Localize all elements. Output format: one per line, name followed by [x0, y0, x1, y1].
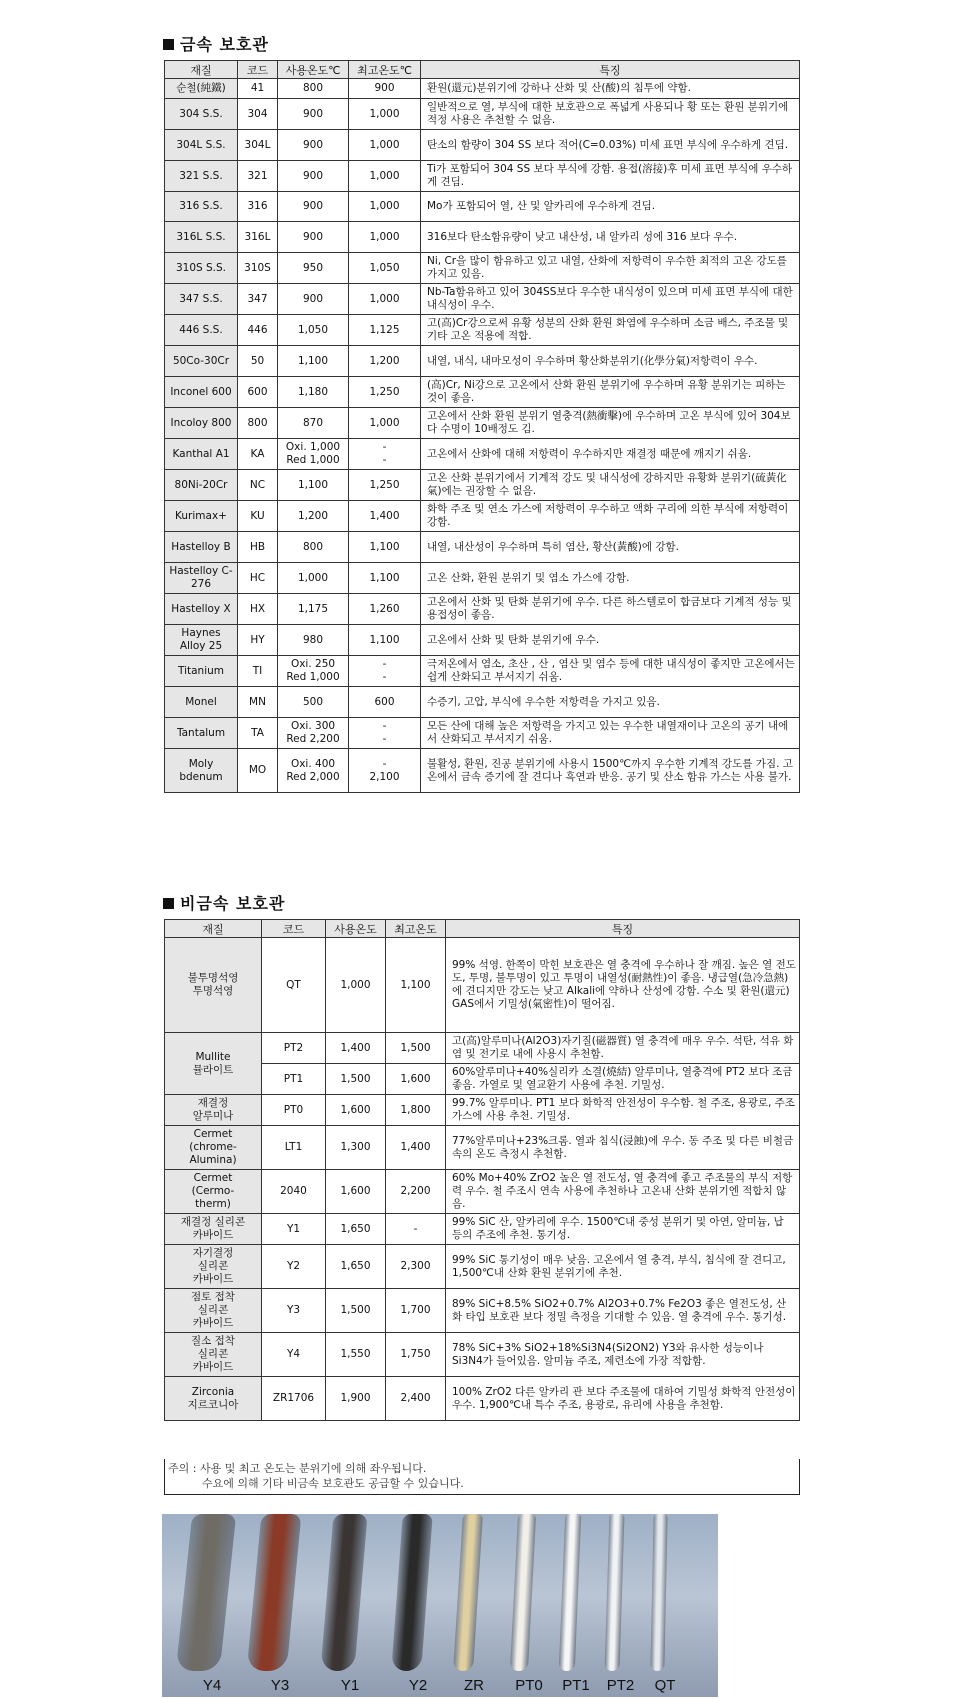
use-temp-cell: 1,100	[278, 470, 349, 501]
use-temp-cell: 800	[278, 79, 349, 99]
code-cell: PT1	[262, 1064, 326, 1095]
code-cell: 321	[238, 161, 278, 192]
feature-cell: 일반적으로 열, 부식에 대한 보호관으로 폭넓게 사용되나 황 또는 환원 분위기에 적정 사용은 추천할 수 없음.	[421, 99, 800, 130]
material-cell: Hastelloy B	[165, 532, 238, 563]
code-cell: 316L	[238, 222, 278, 253]
code-cell: 800	[238, 408, 278, 439]
material-cell: 446 S.S.	[165, 315, 238, 346]
header-use-temp: 사용온도℃	[278, 61, 349, 79]
rod-label: QT	[654, 1677, 676, 1694]
rod-label: Y1	[340, 1677, 360, 1694]
feature-cell: 78% SiC+3% SiO2+18%Si3N4(Si2ON2) Y3와 유사한 성능이나 Si3N4가 들어있음. 알미늄 주조, 제련소에 가장 적합함.	[446, 1333, 800, 1377]
code-cell: TA	[238, 718, 278, 749]
feature-cell: 99% SiC 통기성이 매우 낮음. 고온에서 열 충격, 부식, 침식에 잘 견디고, 1,500℃내 산화 환원 분위기에 추천.	[446, 1245, 800, 1289]
code-cell: KA	[238, 439, 278, 470]
rod-label: PT2	[606, 1677, 635, 1694]
code-cell: 41	[238, 79, 278, 99]
code-cell: 316	[238, 192, 278, 222]
feature-cell: Mo가 포함되어 열, 산 및 알카리에 우수하게 견딤.	[421, 192, 800, 222]
max-temp-cell: 1,200	[349, 346, 421, 377]
code-cell: 347	[238, 284, 278, 315]
material-cell: Tantalum	[165, 718, 238, 749]
material-cell: 347 S.S.	[165, 284, 238, 315]
material-cell: Hastelloy X	[165, 594, 238, 625]
table-row	[165, 532, 800, 563]
feature-cell: 고온에서 산화 환원 분위기 열충격(熱衝擊)에 우수하며 고온 부식에 있어 304보다 수명이 10배정도 김.	[421, 408, 800, 439]
table-row	[165, 594, 800, 625]
feature-cell: 수증기, 고압, 부식에 우수한 저항력을 가지고 있음.	[421, 687, 800, 718]
use-temp-cell: 1,550	[326, 1333, 386, 1377]
material-cell: Moly bdenum	[165, 749, 238, 793]
note-box	[164, 1459, 800, 1495]
header-feature: 특징	[446, 920, 800, 938]
code-cell: TI	[238, 656, 278, 687]
code-cell: PT2	[262, 1033, 326, 1064]
use-temp-cell: Oxi. 300 Red 2,200	[278, 718, 349, 749]
code-cell: 50	[238, 346, 278, 377]
feature-cell: 모든 산에 대해 높은 저항력을 가지고 있는 우수한 내열재이나 고온의 공기 내에서 산화되고 부서지기 쉬움.	[421, 718, 800, 749]
use-temp-cell: 900	[278, 192, 349, 222]
feature-cell: 불활성, 환원, 진공 분위기에 사용시 1500℃까지 우수한 기계적 강도를 가짐. 고온에서 금속 증기에 잘 견디나 흑연과 반응. 공기 및 산소 함유 가스는 사용 불가.	[421, 749, 800, 793]
feature-cell: Ti가 포함되어 304 SS 보다 부식에 강함. 용접(溶接)후 미세 표면 부식에 우수하게 견딤.	[421, 161, 800, 192]
feature-cell: 77%알루미나+23%크롬. 열과 침식(浸蝕)에 우수. 동 주조 및 다른 비철금속의 온도 측정시 추천함.	[446, 1126, 800, 1170]
square-bullet-icon	[163, 39, 174, 50]
max-temp-cell: 1,000	[349, 130, 421, 161]
code-cell: PT0	[262, 1095, 326, 1126]
table-row	[165, 130, 800, 161]
use-temp-cell: Oxi. 250 Red 1,000	[278, 656, 349, 687]
max-temp-cell: 900	[349, 79, 421, 99]
use-temp-cell: 870	[278, 408, 349, 439]
note-line-1: 주의 : 사용 및 최고 온도는 분위기에 의해 좌우됩니다.	[168, 1462, 427, 1475]
feature-cell: 99.7% 알루미나. PT1 보다 화학적 안전성이 우수함. 철 주조, 용광로, 주조 가스에 사용 추천. 기밀성.	[446, 1095, 800, 1126]
feature-cell: 내열, 내식, 내마모성이 우수하며 황산화분위기(化學分氣)저항력이 우수.	[421, 346, 800, 377]
feature-cell: 탄소의 함량이 304 SS 보다 적어(C=0.03%) 미세 표면 부식에 우수하게 견딤.	[421, 130, 800, 161]
code-cell: HX	[238, 594, 278, 625]
feature-cell: 화학 주조 및 연소 가스에 저항력이 우수하고 액화 구리에 의한 부식에 저항력이 강함.	[421, 501, 800, 532]
table-row	[165, 687, 800, 718]
material-cell: 질소 접착 실리콘 카바이드	[165, 1333, 262, 1377]
max-temp-cell: 1,250	[349, 470, 421, 501]
code-cell: HC	[238, 563, 278, 594]
code-cell: 304L	[238, 130, 278, 161]
feature-cell: 100% ZrO2 다른 알카리 관 보다 주조물에 대하여 기밀성 화학적 안전성이 우수. 1,900℃내 특수 주조, 용광로, 유리에 사용을 추천함.	[446, 1377, 800, 1421]
feature-cell: 고온 산화 분위기에서 기계적 강도 및 내식성에 강하지만 유황화 분위기(硫黃化氣)에는 권장할 수 없음.	[421, 470, 800, 501]
use-temp-cell: Oxi. 1,000 Red 1,000	[278, 439, 349, 470]
use-temp-cell: 900	[278, 130, 349, 161]
code-cell: Y3	[262, 1289, 326, 1333]
feature-cell: 99% 석영. 한쪽이 막힌 보호관은 열 충격에 우수하나 잘 깨짐. 높은 열 전도도, 투명, 불투명이 있고 투명이 내열성(耐熱性)이 좋음. 냉급열(急冷急熱)에 견디지만 강도는 낮고 Alkali에 약하나 산성에 강함. 수소 및 환원(還元) GAS에서 기밀성(氣密性)이 떨어짐.	[446, 938, 800, 1033]
metal-section-title	[163, 32, 269, 55]
table-row	[165, 563, 800, 594]
table-row	[165, 79, 800, 99]
header-max-temp: 최고온도	[386, 920, 446, 938]
code-cell: LT1	[262, 1126, 326, 1170]
feature-cell: (高)Cr, Ni강으로 고온에서 산화 환원 분위기에 우수하며 유황 분위기는 피하는 것이 좋음.	[421, 377, 800, 408]
use-temp-cell: 1,600	[326, 1170, 386, 1214]
max-temp-cell: 1,000	[349, 222, 421, 253]
material-cell: Titanium	[165, 656, 238, 687]
rod-qt	[650, 1514, 667, 1671]
table-row	[165, 315, 800, 346]
use-temp-cell: 900	[278, 284, 349, 315]
code-cell: QT	[262, 938, 326, 1033]
material-cell: Monel	[165, 687, 238, 718]
max-temp-cell: - 2,100	[349, 749, 421, 793]
rod-label: ZR	[464, 1677, 484, 1694]
use-temp-cell: 1,050	[278, 315, 349, 346]
nonmetal-section-title	[163, 891, 285, 914]
table-row	[165, 1245, 800, 1289]
feature-cell: 99% SiC 산, 알카리에 우수. 1500℃내 중성 분위기 및 아연, 알미늄, 납 등의 주조에 추천. 통기성.	[446, 1214, 800, 1245]
feature-cell: 고온에서 산화에 대해 저항력이 우수하지만 재결정 때문에 깨지기 쉬움.	[421, 439, 800, 470]
material-cell: 순철(純鐵)	[165, 79, 238, 99]
table-row	[165, 377, 800, 408]
code-cell: Y4	[262, 1333, 326, 1377]
feature-cell: 89% SiC+8.5% SiO2+0.7% Al2O3+0.7% Fe2O3 좋은 열전도성, 산화 타입 보호관 보다 정밀 측정을 기대할 수 있음. 열 충격에 우수. 통기성.	[446, 1289, 800, 1333]
max-temp-cell: 1,400	[386, 1126, 446, 1170]
use-temp-cell: 1,175	[278, 594, 349, 625]
use-temp-cell: Oxi. 400 Red 2,000	[278, 749, 349, 793]
max-temp-cell: 1,100	[349, 532, 421, 563]
max-temp-cell: 1,700	[386, 1289, 446, 1333]
max-temp-cell: 1,000	[349, 408, 421, 439]
code-cell: Y1	[262, 1214, 326, 1245]
table-row	[165, 470, 800, 501]
table-row	[165, 99, 800, 130]
code-cell: HB	[238, 532, 278, 563]
use-temp-cell: 1,000	[326, 938, 386, 1033]
header-code: 코드	[238, 61, 278, 79]
use-temp-cell: 500	[278, 687, 349, 718]
table-row	[165, 1333, 800, 1377]
rod-pt2	[605, 1514, 625, 1671]
max-temp-cell: 1,100	[349, 563, 421, 594]
max-temp-cell: - -	[349, 718, 421, 749]
table-row	[165, 656, 800, 687]
feature-cell: 60%알루미나+40%실리카 소결(燒結) 알루미나, 열충격에 PT2 보다 조금 좋음. 가열로 및 열교환기 사용에 추천. 기밀성.	[446, 1064, 800, 1095]
use-temp-cell: 900	[278, 222, 349, 253]
use-temp-cell: 800	[278, 532, 349, 563]
table-row	[165, 253, 800, 284]
material-cell: 재결정 알루미나	[165, 1095, 262, 1126]
header-material: 재질	[165, 920, 262, 938]
table-row	[165, 1095, 800, 1126]
table-row	[165, 501, 800, 532]
feature-cell: 고(高)알루미나(Al2O3)자기질(磁器質) 열 충격에 매우 우수. 석탄, 석유 화염 및 전기로 내에 사용시 추천함.	[446, 1033, 800, 1064]
table-row	[165, 284, 800, 315]
max-temp-cell: 1,800	[386, 1095, 446, 1126]
material-cell: Mullite 뮬라이트	[165, 1033, 262, 1095]
table-row	[165, 1214, 800, 1245]
table-row	[165, 718, 800, 749]
square-bullet-icon	[163, 898, 174, 909]
code-cell: 446	[238, 315, 278, 346]
material-cell: Cermet (chrome- Alumina)	[165, 1126, 262, 1170]
feature-cell: Ni, Cr을 많이 함유하고 있고 내열, 산화에 저항력이 우수한 최적의 고온 강도를 가지고 있음.	[421, 253, 800, 284]
material-cell: 80Ni-20Cr	[165, 470, 238, 501]
table-header-row	[165, 920, 800, 938]
max-temp-cell: 1,000	[349, 192, 421, 222]
feature-cell: 극저온에서 염소, 초산 , 산 , 염산 및 염수 등에 대한 내식성이 좋지만 고온에서는 쉽게 산화되고 부서지기 쉬움.	[421, 656, 800, 687]
material-cell: Kanthal A1	[165, 439, 238, 470]
rod-y3	[247, 1514, 302, 1671]
code-cell: Y2	[262, 1245, 326, 1289]
max-temp-cell: 600	[349, 687, 421, 718]
material-cell: Incoloy 800	[165, 408, 238, 439]
rod-label: Y3	[270, 1677, 290, 1694]
use-temp-cell: 1,650	[326, 1214, 386, 1245]
feature-cell: 고온에서 산화 및 탄화 분위기에 우수. 다른 하스텔로이 합금보다 기계적 성능 및 용접성이 좋음.	[421, 594, 800, 625]
max-temp-cell: 2,200	[386, 1170, 446, 1214]
use-temp-cell: 1,180	[278, 377, 349, 408]
use-temp-cell: 900	[278, 161, 349, 192]
max-temp-cell: -	[386, 1214, 446, 1245]
rod-y2	[391, 1514, 433, 1671]
max-temp-cell: 1,400	[349, 501, 421, 532]
max-temp-cell: 1,260	[349, 594, 421, 625]
rod-y4	[176, 1514, 237, 1671]
table-row	[165, 938, 800, 1033]
material-cell: 304 S.S.	[165, 99, 238, 130]
rod-pt1	[559, 1514, 582, 1671]
feature-cell: 60% Mo+40% ZrO2 높은 열 전도성, 열 충격에 좋고 주조물의 부식 저항력 우수. 철 주조시 연속 사용에 추천하나 고온내 산화 분위기엔 적합치 않음.	[446, 1170, 800, 1214]
max-temp-cell: 2,400	[386, 1377, 446, 1421]
header-material: 재질	[165, 61, 238, 79]
use-temp-cell: 1,200	[278, 501, 349, 532]
max-temp-cell: 1,125	[349, 315, 421, 346]
material-cell: Haynes Alloy 25	[165, 625, 238, 656]
max-temp-cell: - -	[349, 439, 421, 470]
use-temp-cell: 900	[278, 99, 349, 130]
material-cell: 316L S.S.	[165, 222, 238, 253]
table-row	[165, 161, 800, 192]
material-cell: Hastelloy C-276	[165, 563, 238, 594]
metal-table	[164, 60, 800, 793]
material-cell: Zirconia 지르코니아	[165, 1377, 262, 1421]
feature-cell: 고온에서 산화 및 탄화 분위기에 우수.	[421, 625, 800, 656]
max-temp-cell: 1,000	[349, 161, 421, 192]
material-cell: 자기결정 실리콘 카바이드	[165, 1245, 262, 1289]
header-code: 코드	[262, 920, 326, 938]
material-cell: Inconel 600	[165, 377, 238, 408]
max-temp-cell: 1,000	[349, 284, 421, 315]
material-cell: 310S S.S.	[165, 253, 238, 284]
max-temp-cell: 2,300	[386, 1245, 446, 1289]
table-row	[165, 439, 800, 470]
max-temp-cell: 1,100	[386, 938, 446, 1033]
use-temp-cell: 1,000	[278, 563, 349, 594]
max-temp-cell: 1,500	[386, 1033, 446, 1064]
table-row	[165, 1126, 800, 1170]
table-row	[165, 1289, 800, 1333]
feature-cell: 환원(還元)분위기에 강하나 산화 및 산(酸)의 침투에 약함.	[421, 79, 800, 99]
code-cell: MO	[238, 749, 278, 793]
max-temp-cell: - -	[349, 656, 421, 687]
header-use-temp: 사용온도	[326, 920, 386, 938]
use-temp-cell: 950	[278, 253, 349, 284]
material-cell: Kurimax+	[165, 501, 238, 532]
feature-cell: 고(高)Cr강으로써 유황 성분의 산화 환원 화염에 우수하며 소금 배스, 주조물 및 기타 고온 적용에 적합.	[421, 315, 800, 346]
code-cell: 2040	[262, 1170, 326, 1214]
use-temp-cell: 1,600	[326, 1095, 386, 1126]
rod-zr	[453, 1514, 483, 1671]
material-cell: 재결정 실리콘 카바이드	[165, 1214, 262, 1245]
material-cell: Cermet (Cermo- therm)	[165, 1170, 262, 1214]
rod-label: Y2	[408, 1677, 428, 1694]
table-row	[165, 222, 800, 253]
rod-y1	[320, 1514, 367, 1671]
table-row	[165, 346, 800, 377]
use-temp-cell: 1,300	[326, 1126, 386, 1170]
rod-pt0	[510, 1514, 536, 1671]
code-cell: HY	[238, 625, 278, 656]
code-cell: NC	[238, 470, 278, 501]
table-row	[165, 1377, 800, 1421]
max-temp-cell: 1,250	[349, 377, 421, 408]
use-temp-cell: 1,500	[326, 1064, 386, 1095]
code-cell: 310S	[238, 253, 278, 284]
table-row	[165, 192, 800, 222]
nonmetal-table	[164, 919, 800, 1421]
nonmetal-title-text: 비금속 보호관	[180, 894, 286, 913]
header-max-temp: 최고온도℃	[349, 61, 421, 79]
table-row	[165, 749, 800, 793]
feature-cell: 316보다 탄소함유량이 낮고 내산성, 내 알카리 성에 316 보다 우수.	[421, 222, 800, 253]
material-cell: 점토 접착 실리콘 카바이드	[165, 1289, 262, 1333]
material-cell: 321 S.S.	[165, 161, 238, 192]
max-temp-cell: 1,000	[349, 99, 421, 130]
protection-tube-photo	[162, 1514, 718, 1697]
feature-cell: 고온 산화, 환원 분위기 및 염소 가스에 강함.	[421, 563, 800, 594]
use-temp-cell: 980	[278, 625, 349, 656]
code-cell: MN	[238, 687, 278, 718]
max-temp-cell: 1,600	[386, 1064, 446, 1095]
max-temp-cell: 1,100	[349, 625, 421, 656]
use-temp-cell: 1,900	[326, 1377, 386, 1421]
code-cell: 600	[238, 377, 278, 408]
table-header-row	[165, 61, 800, 79]
use-temp-cell: 1,100	[278, 346, 349, 377]
use-temp-cell: 1,650	[326, 1245, 386, 1289]
table-row	[165, 408, 800, 439]
feature-cell: 내열, 내산성이 우수하며 특히 염산, 황산(黃酸)에 강함.	[421, 532, 800, 563]
header-feature: 특징	[421, 61, 800, 79]
code-cell: ZR1706	[262, 1377, 326, 1421]
code-cell: KU	[238, 501, 278, 532]
rod-label: PT1	[562, 1677, 590, 1694]
max-temp-cell: 1,050	[349, 253, 421, 284]
material-cell: 불투명석영 투명석영	[165, 938, 262, 1033]
rod-label: PT0	[515, 1677, 543, 1694]
feature-cell: Nb-Ta함유하고 있어 304SS보다 우수한 내식성이 있으며 미세 표면 부식에 대한 내식성이 우수.	[421, 284, 800, 315]
table-row	[165, 1170, 800, 1214]
rod-label: Y4	[202, 1677, 222, 1694]
material-cell: 304L S.S.	[165, 130, 238, 161]
note-line-2: 수요에 의해 기타 비금속 보호관도 공급할 수 있습니다.	[202, 1477, 464, 1490]
table-row	[165, 625, 800, 656]
material-cell: 316 S.S.	[165, 192, 238, 222]
table-row	[165, 1033, 800, 1064]
use-temp-cell: 1,500	[326, 1289, 386, 1333]
metal-title-text: 금속 보호관	[180, 35, 269, 54]
material-cell: 50Co-30Cr	[165, 346, 238, 377]
max-temp-cell: 1,750	[386, 1333, 446, 1377]
use-temp-cell: 1,400	[326, 1033, 386, 1064]
code-cell: 304	[238, 99, 278, 130]
